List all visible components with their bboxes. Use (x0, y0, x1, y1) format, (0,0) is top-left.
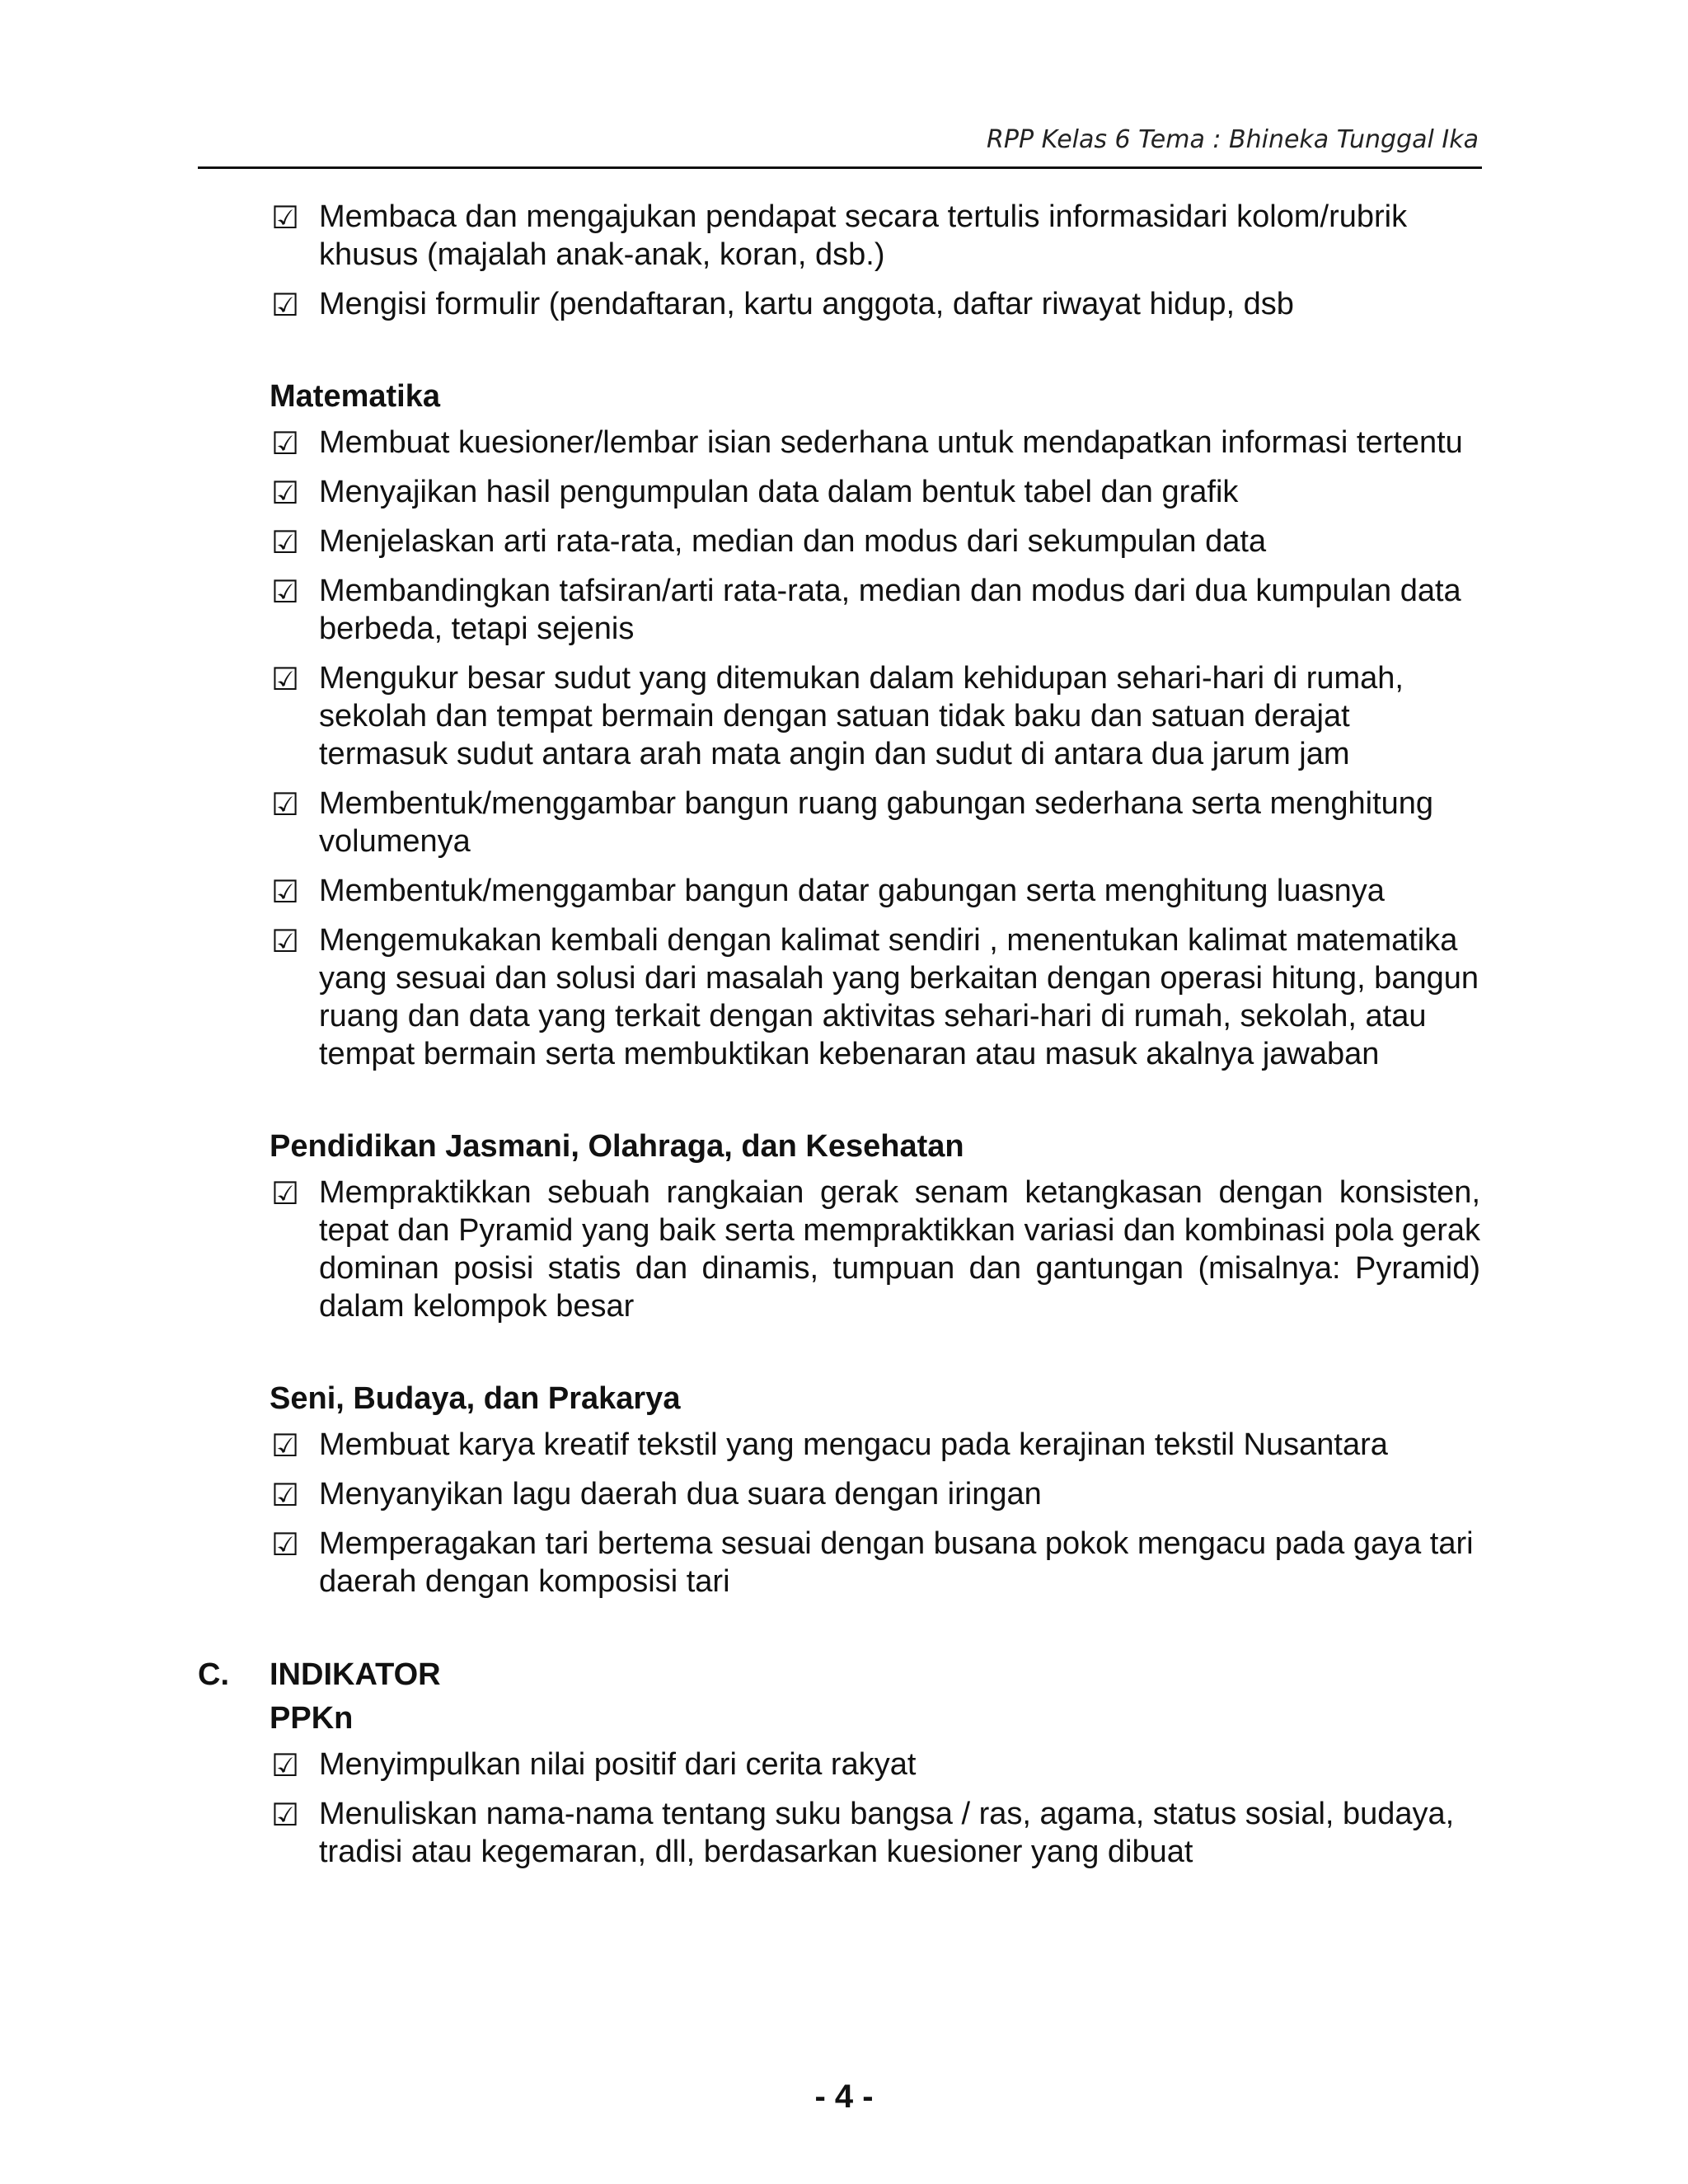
list-item: ☑ Menuliskan nama-nama tentang suku bangsa / ras, agama, status sosial, budaya, tradisi atau kegemaran, dll, berdasarkan kuesioner yang dibuat (271, 1797, 1455, 1869)
list-item: ☑ Membuat karya kreatif tekstil yang mengacu pada kerajinan tekstil Nusantara (271, 1427, 1388, 1464)
section-heading-matematika: Matematika (270, 379, 440, 414)
checkbox-icon: ☑ (271, 661, 300, 697)
list-item: ☑ Menjelaskan arti rata-rata, median dan modus dari sekumpulan data (271, 524, 1267, 560)
checkbox-icon: ☑ (271, 1427, 300, 1464)
list-item: ☑ Mengisi formulir (pendaftaran, kartu anggota, daftar riwayat hidup, dsb (271, 287, 1294, 323)
intro-list (0, 198, 1688, 323)
section-heading-sbdp: Seni, Budaya, dan Prakarya (270, 1381, 681, 1416)
list-item: ☑ Menyajikan hasil pengumpulan data dalam bentuk tabel dan grafik (271, 475, 1239, 511)
section-heading-ppkn: PPKn (270, 1701, 354, 1736)
checkbox-icon: ☑ (271, 574, 300, 610)
list-item: ☑ Menyanyikan lagu daerah dua suara dengan iringan (271, 1477, 1042, 1513)
checkbox-icon: ☑ (271, 199, 300, 236)
list-item: ☑ Menyimpulkan nilai positif dari cerita rakyat (271, 1747, 917, 1783)
checkbox-icon: ☑ (271, 1526, 300, 1563)
section-title: INDIKATOR (270, 1657, 441, 1692)
page-content (0, 198, 1688, 1882)
list-item: ☑ Membandingkan tafsiran/arti rata-rata, median dan modus dari dua kumpulan data berbeda, tetapi sejenis (271, 574, 1461, 646)
checkbox-icon: ☑ (271, 1477, 300, 1513)
header-title: RPP Kelas 6 Tema : Bhineka Tunggal Ika (987, 125, 1479, 154)
list-item: ☑ Mengukur besar sudut yang ditemukan dalam kehidupan sehari-hari di rumah, sekolah dan tempat bermain dengan satuan tidak baku dan satuan derajat termasuk sudut antara arah mata angin dan sudut di antara dua jarum jam (271, 661, 1404, 771)
sbdp-list (0, 1426, 1688, 1601)
list-item: ☑ Mengemukakan kembali dengan kalimat sendiri , menentukan kalimat matematika yang sesuai dan solusi dari masalah yang berkaitan dengan operasi hitung, bangun ruang dan data yang terkait dengan aktivitas sehari-hari di rumah, sekolah, atau tempat bermain serta membuktikan kebenaran atau masuk akalnya jawaban (271, 923, 1479, 1071)
checkbox-icon: ☑ (271, 475, 300, 511)
checkbox-icon: ☑ (271, 923, 300, 959)
list-item: ☑ Membaca dan mengajukan pendapat secara tertulis informasidari kolom/rubrik khusus (majalah anak-anak, koran, dsb.) (271, 199, 1408, 272)
ppkn-list (0, 1746, 1688, 1871)
checkbox-icon: ☑ (271, 1797, 300, 1833)
checkbox-icon: ☑ (271, 524, 300, 560)
section-c-heading (0, 1655, 1688, 1694)
checkbox-icon: ☑ (271, 287, 300, 323)
checkbox-icon: ☑ (271, 1747, 300, 1783)
list-item: ☑ Memperagakan tari bertema sesuai dengan busana pokok mengacu pada gaya tari daerah dengan komposisi tari (271, 1526, 1474, 1599)
checkbox-icon: ☑ (271, 874, 300, 910)
list-item: ☑ Membuat kuesioner/lembar isian sederhana untuk mendapatkan informasi tertentu (271, 425, 1463, 462)
section-heading-pjok: Pendidikan Jasmani, Olahraga, dan Kesehatan (270, 1129, 964, 1164)
list-item: ☑ Membentuk/menggambar bangun datar gabungan serta menghitung luasnya (271, 874, 1385, 910)
checkbox-icon: ☑ (271, 425, 300, 462)
pjok-list (0, 1174, 1688, 1325)
header-rule (198, 166, 1482, 169)
list-item: ☑ Mempraktikkan sebuah rangkaian gerak senam ketangkasan dengan konsisten, tepat dan Pyramid yang baik serta mempraktikkan variasi dan kombinasi pola gerak dominan posisi statis dan dinamis, tumpuan dan gantungan (misalnya: Pyramid) dalam kelompok besar (271, 1175, 1480, 1324)
checkbox-icon: ☑ (271, 786, 300, 823)
list-item: ☑ Membentuk/menggambar bangun ruang gabungan sederhana serta menghitung volumenya (271, 786, 1434, 859)
matematika-list (0, 424, 1688, 1073)
page-number: - 4 - (814, 2079, 874, 2115)
section-letter: C. (198, 1657, 229, 1692)
checkbox-icon: ☑ (271, 1175, 300, 1212)
